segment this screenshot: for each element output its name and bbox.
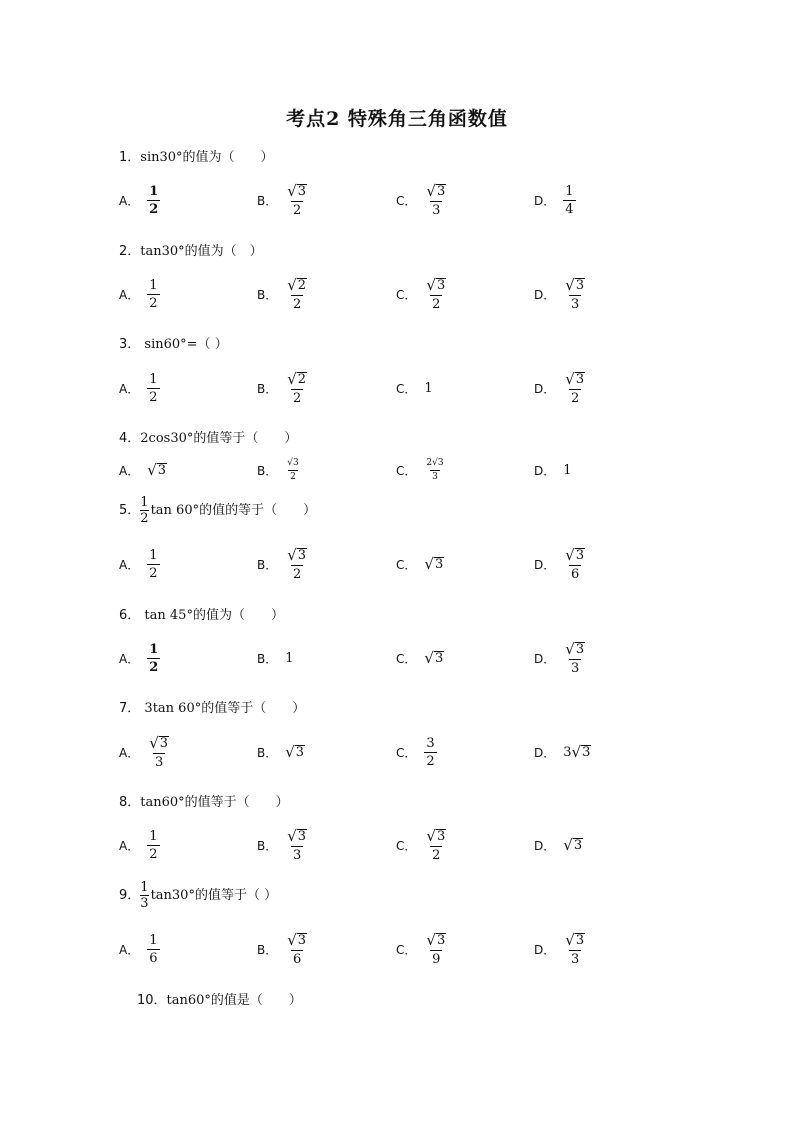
- option-d[interactable]: [534, 638, 587, 678]
- denominator: 2: [293, 566, 302, 582]
- option-label: C．: [396, 557, 417, 572]
- option-c[interactable]: [396, 180, 448, 220]
- option-c[interactable]: [396, 732, 437, 772]
- denominator: 2: [149, 846, 158, 862]
- radicand: 3: [297, 183, 307, 199]
- radicand: 3: [573, 837, 583, 853]
- coefficient: 3: [563, 744, 572, 760]
- denominator: 3: [571, 660, 580, 676]
- option-label: A．: [119, 838, 140, 853]
- sqrt: √ 3: [287, 930, 307, 949]
- option-value: 1: [424, 380, 433, 396]
- option-label: A．: [119, 287, 140, 302]
- sqrt: √ 3: [426, 181, 446, 200]
- option-a[interactable]: [119, 929, 160, 969]
- option-label: C．: [396, 838, 417, 853]
- option-a[interactable]: [119, 180, 160, 220]
- option-c[interactable]: [396, 368, 433, 408]
- fraction: $\frac{2√3}{3}$: [426, 457, 444, 482]
- sqrt: √ 2: [287, 369, 307, 388]
- option-label: A．: [119, 557, 140, 572]
- denominator: 2: [140, 511, 149, 526]
- options-4: [0, 450, 794, 490]
- option-value: 1: [285, 650, 294, 666]
- question-text: tan 45°的值为（ ）: [144, 608, 284, 623]
- denominator: 3: [140, 896, 149, 911]
- option-b[interactable]: [257, 544, 309, 584]
- option-d[interactable]: [534, 450, 572, 490]
- denominator: 2: [432, 296, 441, 312]
- question-number: 9．: [119, 888, 141, 903]
- fraction: [563, 545, 587, 582]
- option-b[interactable]: [257, 638, 294, 678]
- option-label: A．: [119, 745, 140, 760]
- question-7: [119, 697, 305, 716]
- fraction: [147, 549, 159, 580]
- numerator: 1: [149, 183, 159, 199]
- option-label: D．: [534, 838, 556, 853]
- sqrt: √ 3: [424, 554, 444, 573]
- option-a[interactable]: [119, 732, 171, 772]
- options-2: [0, 274, 794, 314]
- options-6: [0, 638, 794, 678]
- numerator: 1: [149, 371, 158, 387]
- denominator: 2: [290, 471, 296, 482]
- option-c[interactable]: [396, 825, 448, 865]
- radicand: 3: [575, 371, 585, 387]
- radicand: 3: [434, 650, 444, 666]
- option-label: D．: [534, 942, 556, 957]
- sqrt: √ 3: [287, 181, 307, 200]
- option-value: 1: [563, 462, 572, 478]
- fraction: [285, 181, 309, 218]
- radicand: 3: [436, 277, 446, 293]
- option-label: A．: [119, 193, 140, 208]
- fraction: [563, 275, 587, 312]
- option-label: C．: [396, 651, 417, 666]
- sqrt: √ 3: [565, 639, 585, 658]
- fraction: [563, 185, 575, 216]
- option-c[interactable]: [396, 544, 444, 584]
- radicand: 3: [297, 932, 307, 948]
- question-text: 2cos30°的值等于（ ）: [140, 431, 298, 446]
- numerator: 3: [426, 735, 435, 751]
- option-b[interactable]: [257, 825, 309, 865]
- option-label: B．: [257, 193, 278, 208]
- option-label: D．: [534, 651, 556, 666]
- option-label: D．: [534, 557, 556, 572]
- denominator: 2: [149, 659, 159, 675]
- radicand: 3: [297, 828, 307, 844]
- denominator: 6: [571, 566, 580, 582]
- fraction: [424, 930, 448, 967]
- denominator: 4: [565, 201, 574, 217]
- question-number: 1．: [119, 150, 141, 165]
- sqrt: √ 3: [426, 826, 446, 845]
- numerator: 1: [565, 183, 574, 199]
- question-8: [119, 791, 289, 810]
- option-b[interactable]: [257, 274, 309, 314]
- question-number: 4．: [119, 431, 141, 446]
- option-label: B．: [257, 942, 278, 957]
- option-label: A．: [119, 381, 140, 396]
- options-8: [0, 825, 794, 865]
- fraction: [147, 934, 159, 965]
- sqrt: √ 3: [565, 369, 585, 388]
- fraction: [147, 279, 159, 310]
- option-d[interactable]: [534, 825, 583, 865]
- sqrt: √ 3: [426, 275, 446, 294]
- option-a[interactable]: [119, 638, 160, 678]
- options-5: [0, 544, 794, 584]
- option-a[interactable]: [119, 544, 160, 584]
- denominator: 2: [149, 389, 158, 405]
- option-label: C．: [396, 745, 417, 760]
- question-number: 2．: [119, 244, 141, 259]
- option-label: A．: [119, 651, 140, 666]
- fraction: [147, 185, 160, 216]
- fraction: [424, 737, 436, 768]
- options-9: [0, 929, 794, 969]
- option-b[interactable]: [257, 180, 309, 220]
- option-c[interactable]: [396, 638, 444, 678]
- radicand: 3: [436, 932, 446, 948]
- denominator: 3: [432, 202, 441, 218]
- coefficient: 2: [426, 457, 433, 468]
- option-label: C．: [396, 942, 417, 957]
- sqrt: √ 3: [571, 742, 591, 761]
- option-label: D．: [534, 287, 556, 302]
- denominator: 2: [293, 390, 302, 406]
- question-4: [119, 427, 297, 446]
- option-c[interactable]: [396, 274, 448, 314]
- question-number: 3．: [119, 337, 141, 352]
- fraction: [285, 275, 309, 312]
- question-number: 8．: [119, 795, 141, 810]
- denominator: 2: [432, 847, 441, 863]
- option-b[interactable]: [257, 368, 309, 408]
- fraction: [563, 639, 587, 676]
- fraction: [147, 373, 159, 404]
- denominator: 3: [293, 847, 302, 863]
- option-label: B．: [257, 838, 278, 853]
- option-c[interactable]: [396, 929, 448, 969]
- option-a[interactable]: [119, 825, 160, 865]
- question-text: tan30°的值为（ ）: [140, 244, 263, 259]
- sqrt: √ 3: [565, 545, 585, 564]
- option-label: B．: [257, 745, 278, 760]
- numerator: 1: [149, 547, 158, 563]
- question-text: 3tan 60°的值等于（ ）: [144, 701, 306, 716]
- option-b[interactable]: [257, 450, 301, 490]
- question-text: sin30°的值为（ ）: [140, 150, 274, 165]
- numerator: 1: [149, 641, 159, 657]
- fraction: [563, 930, 587, 967]
- option-label: B．: [257, 557, 278, 572]
- radicand: 3: [436, 183, 446, 199]
- denominator: 2: [149, 295, 158, 311]
- sqrt: √ 3: [424, 648, 444, 667]
- option-d[interactable]: [534, 732, 591, 772]
- question-3: [119, 333, 228, 352]
- fraction: [285, 826, 309, 863]
- numerator: 1: [140, 880, 149, 895]
- numerator: 1: [140, 495, 149, 510]
- sqrt: √ 3: [287, 545, 307, 564]
- options-7: [0, 732, 794, 772]
- fraction: [285, 369, 309, 406]
- radicand: 3: [159, 735, 169, 751]
- option-a[interactable]: [119, 274, 160, 314]
- question-number: 6．: [119, 608, 141, 623]
- option-label: C．: [396, 193, 417, 208]
- option-a[interactable]: [119, 450, 167, 490]
- fraction: [147, 830, 159, 861]
- question-text: tan60°的值等于（ ）: [140, 795, 289, 810]
- sqrt: √ 3: [565, 930, 585, 949]
- option-d[interactable]: [534, 544, 587, 584]
- radicand: 3: [436, 828, 446, 844]
- fraction: [140, 496, 148, 525]
- question-2: [119, 240, 263, 259]
- question-number: 5．: [119, 503, 141, 518]
- option-label: B．: [257, 651, 278, 666]
- option-b[interactable]: [257, 929, 309, 969]
- denominator: 3: [155, 754, 164, 770]
- fraction: $\frac{√3}{2}$: [287, 457, 299, 482]
- fraction: [147, 643, 160, 674]
- question-text: tan 60°的值的等于（ ）: [150, 503, 317, 518]
- option-d[interactable]: [534, 368, 587, 408]
- radicand: 3: [437, 457, 444, 468]
- denominator: 2: [426, 753, 435, 769]
- option-d[interactable]: [534, 180, 576, 220]
- question-5: [119, 496, 316, 525]
- radicand: 3: [575, 932, 585, 948]
- option-d[interactable]: [534, 929, 587, 969]
- option-b[interactable]: [257, 732, 305, 772]
- sqrt: √ 3: [565, 275, 585, 294]
- question-number: 7．: [119, 701, 141, 716]
- numerator: 1: [149, 828, 158, 844]
- sqrt: √ 3: [287, 826, 307, 845]
- options-1: [0, 180, 794, 220]
- fraction: [285, 545, 309, 582]
- radicand: 3: [575, 547, 585, 563]
- option-label: D．: [534, 381, 556, 396]
- sqrt: √ 3: [149, 733, 169, 752]
- options-3: [0, 368, 794, 408]
- numerator: 1: [149, 277, 158, 293]
- radicand: 2: [297, 277, 307, 293]
- fraction: [424, 826, 448, 863]
- radicand: 3: [297, 547, 307, 563]
- fraction: [285, 930, 309, 967]
- numerator: 1: [149, 932, 158, 948]
- denominator: 6: [149, 950, 158, 966]
- denominator: 6: [293, 951, 302, 967]
- sqrt: √ 2: [287, 275, 307, 294]
- denominator: 3: [432, 471, 438, 482]
- denominator: 2: [293, 296, 302, 312]
- question-text: tan60°的值是（ ）: [166, 993, 302, 1008]
- fraction: [140, 881, 148, 910]
- denominator: 2: [149, 201, 159, 217]
- sqrt: √ 3: [285, 742, 305, 761]
- option-c[interactable]: [396, 450, 446, 490]
- fraction: [424, 275, 448, 312]
- question-10: [137, 989, 302, 1008]
- option-label: D．: [534, 745, 556, 760]
- question-text: sin60°=（ ）: [144, 337, 228, 352]
- denominator: 9: [432, 951, 441, 967]
- denominator: 3: [571, 296, 580, 312]
- radicand: 3: [157, 462, 167, 478]
- denominator: 2: [293, 202, 302, 218]
- sqrt: √ 3: [147, 460, 167, 479]
- denominator: 2: [571, 390, 580, 406]
- radicand: 3: [575, 277, 585, 293]
- option-label: D．: [534, 193, 556, 208]
- sqrt: √ 3: [563, 835, 583, 854]
- page-title: 考点2 特殊角三角函数值: [286, 108, 508, 130]
- question-number: 10．: [137, 993, 167, 1008]
- fraction: [424, 181, 448, 218]
- fraction: [563, 369, 587, 406]
- option-label: C．: [396, 463, 417, 478]
- radicand: 3: [295, 744, 305, 760]
- radicand: 2: [297, 371, 307, 387]
- option-label: D．: [534, 463, 556, 478]
- sqrt: √ 3: [426, 930, 446, 949]
- radicand: 3: [292, 457, 299, 468]
- option-label: C．: [396, 381, 417, 396]
- denominator: 2: [149, 565, 158, 581]
- radicand: 3: [434, 556, 444, 572]
- question-6: [119, 604, 284, 623]
- option-label: B．: [257, 381, 278, 396]
- option-label: B．: [257, 463, 278, 478]
- question-text: tan30°的值等于（ ）: [150, 888, 278, 903]
- option-a[interactable]: [119, 368, 160, 408]
- radicand: 3: [575, 641, 585, 657]
- radicand: 3: [582, 744, 591, 760]
- option-d[interactable]: [534, 274, 587, 314]
- option-label: B．: [257, 287, 278, 302]
- option-label: A．: [119, 942, 140, 957]
- question-9: [119, 881, 277, 910]
- denominator: 3: [571, 951, 580, 967]
- question-1: [119, 146, 274, 165]
- option-label: A．: [119, 463, 140, 478]
- fraction: [147, 733, 171, 770]
- option-label: C．: [396, 287, 417, 302]
